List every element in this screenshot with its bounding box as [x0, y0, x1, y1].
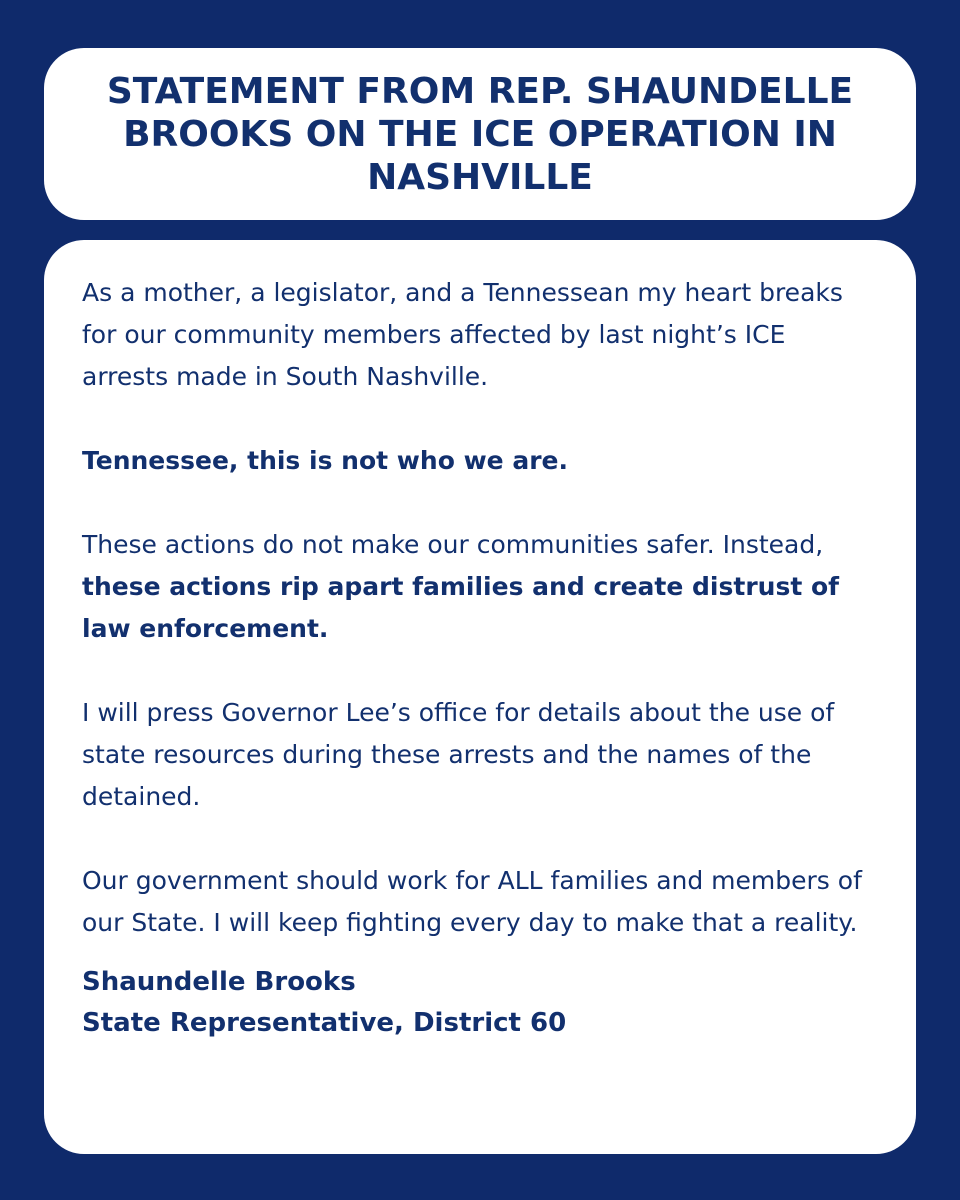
signature-block	[82, 962, 876, 1044]
signature-role: State Representative, District 60	[82, 1008, 567, 1038]
statement-paragraph-1: As a mother, a legislator, and a Tennessean my heart breaks for our community members affected by last night’s ICE arrests made in South Nashville.	[82, 278, 843, 391]
statement-paragraph-3-bold: these actions rip apart families and create distrust of law enforcement.	[82, 572, 840, 643]
statement-title: STATEMENT FROM REP. SHAUNDELLE BROOKS ON THE ICE OPERATION IN NASHVILLE	[106, 70, 854, 198]
signature-name: Shaundelle Brooks	[82, 967, 356, 997]
statement-paragraph-5: Our government should work for ALL families and members of our State. I will keep fighting every day to make that a reality.	[82, 866, 862, 937]
statement-paragraph-4: I will press Governor Lee’s office for details about the use of state resources during these arrests and the names of the detained.	[82, 698, 835, 811]
statement-card	[44, 240, 916, 1154]
title-card	[44, 48, 916, 220]
statement-paragraph-3	[82, 524, 876, 650]
statement-paragraph-3-normal: These actions do not make our communities safer. Instead,	[82, 530, 824, 559]
statement-paragraph-2: Tennessee, this is not who we are.	[82, 446, 568, 475]
